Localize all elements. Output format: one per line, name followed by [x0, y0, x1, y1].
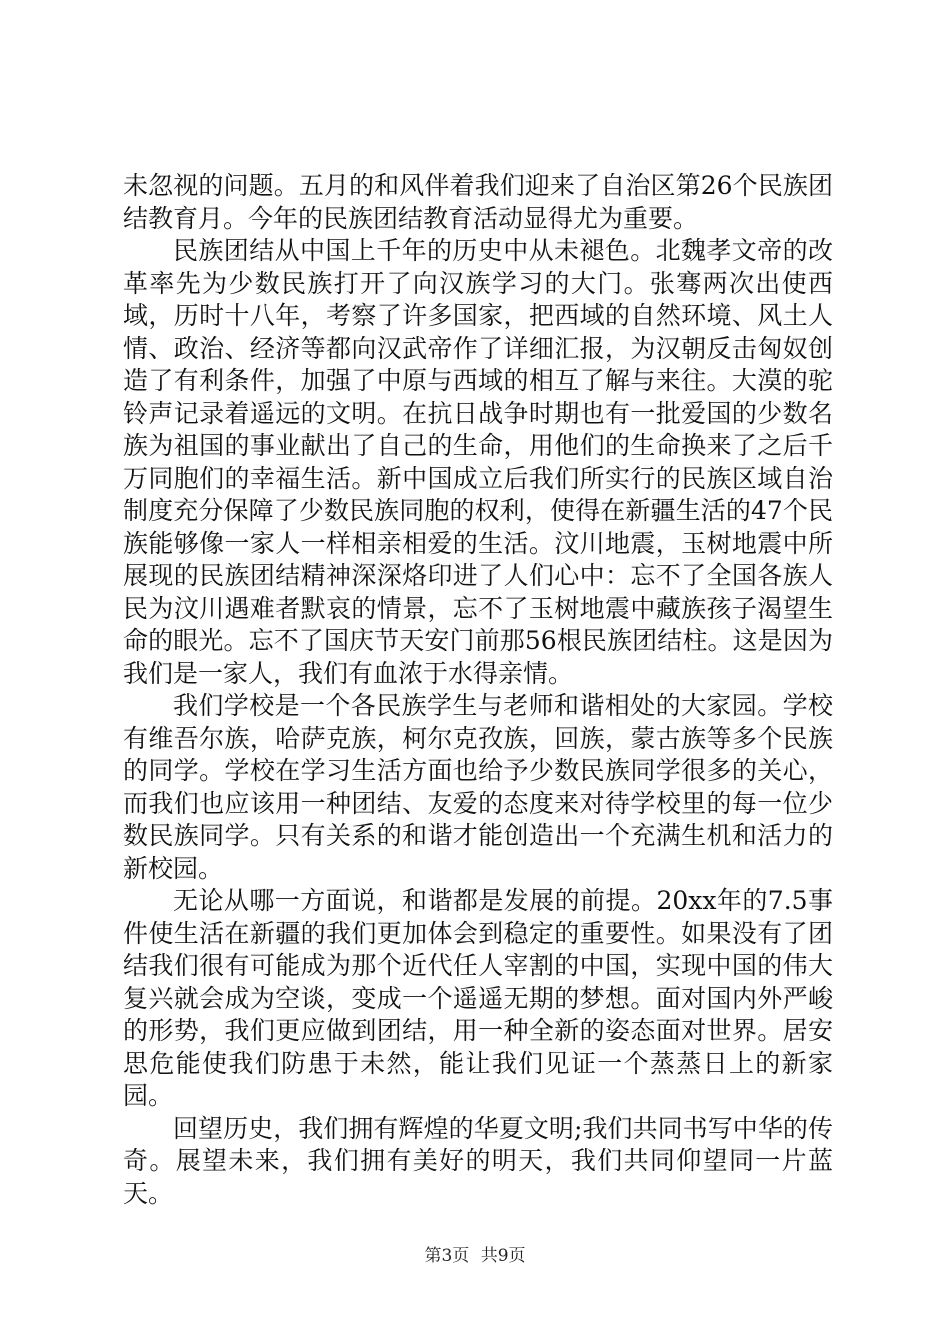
paragraph-closing: 回望历史，我们拥有辉煌的华夏文明;我们共同书写中华的传奇。展望未来，我们拥有美好的明天，我们共同仰望同一片蓝天。	[123, 1113, 833, 1208]
paragraph-history: 民族团结从中国上千年的历史中从未褪色。北魏孝文帝的改革率先为少数民族打开了向汉族学习的大门。张骞两次出使西域，历时十八年，考察了许多国家，把西域的自然环境、风土人情、政治、经济等都向汉武帝作了详细汇报，为汉朝反击匈奴创造了有利条件，加强了中原与西域的相互了解与来往。大漠的驼铃声记录着遥远的文明。在抗日战争时期也有一批爱国的少数名族为祖国的事业献出了自己的生命，用他们的生命换来了之后千万同胞们的幸福生活。新中国成立后我们所实行的民族区域自治制度充分保障了少数民族同胞的权利，使得在新疆生活的47个民族能够像一家人一样相亲相爱的生活。汶川地震，玉树地震中所展现的民族团结精神深深烙印进了人们心中：忘不了全国各族人民为汶川遇难者默哀的情景，忘不了玉树地震中藏族孩子渴望生命的眼光。忘不了国庆节天安门前那56根民族团结柱。这是因为我们是一家人，我们有血浓于水得亲情。	[123, 236, 833, 688]
page-number-current: 第3页	[424, 1246, 470, 1266]
paragraph-continuation: 未忽视的问题。五月的和风伴着我们迎来了自治区第26个民族团结教育月。今年的民族团结教育活动显得尤为重要。	[123, 171, 833, 233]
page-number-total: 共9页	[480, 1246, 526, 1266]
document-body	[123, 170, 833, 1210]
page-footer	[0, 1241, 950, 1266]
paragraph-harmony: 无论从哪一方面说，和谐都是发展的前提。20xx年的7.5事件使生活在新疆的我们更加体会到稳定的重要性。如果没有了团结我们很有可能成为那个近代任人宰割的中国，实现中国的伟大复兴就会成为空谈，变成一个遥遥无期的梦想。面对国内外严峻的形势，我们更应做到团结，用一种全新的姿态面对世界。居安思危能使我们防患于未然，能让我们见证一个蒸蒸日上的新家园。	[123, 886, 833, 1110]
paragraph-school: 我们学校是一个各民族学生与老师和谐相处的大家园。学校有维吾尔族，哈萨克族，柯尔克孜族，回族，蒙古族等多个民族的同学。学校在学习生活方面也给予少数民族同学很多的关心，而我们也应该用一种团结、友爱的态度来对待学校里的每一位少数民族同学。只有关系的和谐才能创造出一个充满生机和活力的新校园。	[123, 691, 833, 883]
